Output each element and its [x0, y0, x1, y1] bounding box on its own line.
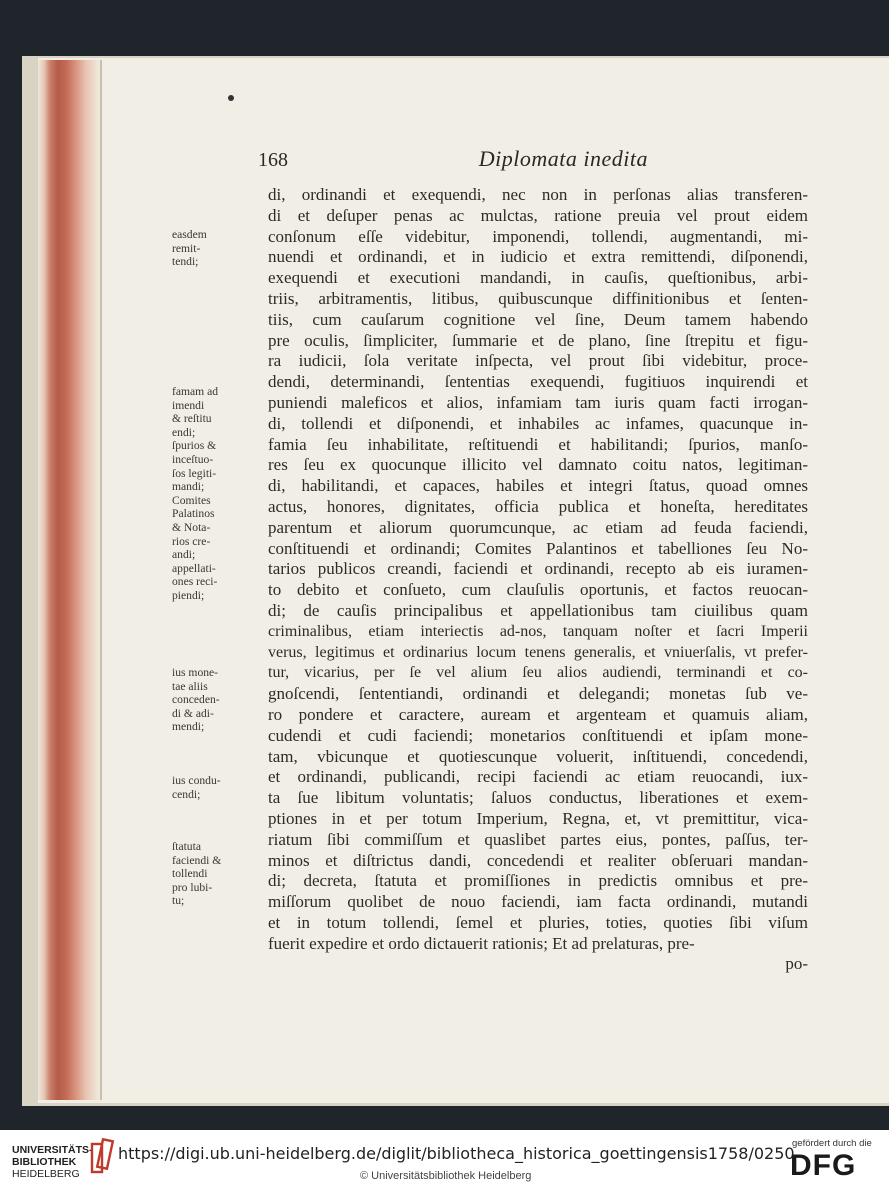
- text-line: ro pondere et caractere, auream et argenteam et quamuis aliam,: [268, 704, 808, 724]
- text-line: nuendi et ordinandi, et in iudicio et extra remittendi, diſponendi,: [268, 247, 808, 267]
- library-name-line: HEIDELBERG: [12, 1168, 80, 1180]
- marginal-note-line: Comites: [172, 493, 211, 507]
- marginal-note-line: mendi;: [172, 720, 205, 734]
- text-line: criminalibus, etiam interiectis ad-nos, tanquam noſter et ſacri Imperii: [268, 622, 808, 640]
- catchword: po-: [785, 954, 808, 974]
- marginal-note-line: tendi;: [172, 255, 199, 269]
- text-line: et in totum tollendi, ſemel et pluries, toties, quoties ſibi viſum: [268, 912, 808, 932]
- funder-label: gefördert durch die: [792, 1138, 872, 1149]
- text-line: di, ordinandi et exequendi, nec non in perſonas alias transferen-: [268, 185, 808, 204]
- marginal-note-line: tollendi: [172, 867, 208, 881]
- marginal-note-line: easdem: [172, 228, 207, 241]
- marginal-note-line: ones reci-: [172, 575, 218, 589]
- library-name-line: BIBLIOTHEK: [12, 1156, 77, 1168]
- marginal-note-line: andi;: [172, 548, 196, 562]
- viewer-footer: [0, 1130, 889, 1193]
- marginal-note-line: & reſtitu: [172, 412, 212, 426]
- running-head: [258, 146, 648, 174]
- text-line: dendi, determinandi, ſententias exequendi, fugitiuos inquirendi et: [268, 372, 808, 392]
- marginal-note-line: ius mone-: [172, 666, 219, 679]
- text-line: conſtituendi et ordinandi; Comites Palantinos et tabelliones ſeu No-: [268, 538, 808, 558]
- text-line: di; de cauſis principalibus et appellationibus tam ciuilibus quam: [268, 600, 808, 620]
- text-line: to debito et conſueto, cum clauſulis oportunis, et factos reuocan-: [268, 580, 808, 600]
- page-edge-line: [100, 60, 102, 1100]
- marginal-note-line: cendi;: [172, 787, 201, 801]
- text-line: verus, legitimus et ordinarius locum tenens generalis, et vniuerſalis, vt prefer-: [268, 643, 808, 661]
- text-line: ta ſue libitum voluntatis; ſaluos conductus, liberationes et exem-: [268, 788, 808, 808]
- text-line: parentum et aliorum quorumcunque, ac etiam ad feuda faciendi,: [268, 517, 808, 537]
- page-edge-gutter: [38, 60, 100, 1100]
- marginal-note-line: conceden-: [172, 693, 220, 707]
- text-line: di; decreta, ſtatuta et promiſſiones in predictis omnibus et pre-: [268, 871, 808, 891]
- marginal-note-line: imendi: [172, 398, 205, 412]
- dfg-logo[interactable]: DFG: [790, 1149, 857, 1182]
- marginal-note-line: & Nota-: [172, 520, 211, 534]
- marginal-note-line: inceſtuo-: [172, 452, 214, 466]
- marginal-note-line: faciendi &: [172, 853, 222, 867]
- text-line: di, tollendi et diſponendi, et inhabiles ac infames, quacunque in-: [268, 413, 808, 433]
- text-line: tur, vicarius, per ſe vel alium ſeu alios audiendi, terminandi et co-: [268, 664, 808, 682]
- text-line: tam, vbicunque et quotiescunque voluerit, inſtituendi, concedendi,: [268, 746, 808, 766]
- text-line: triis, arbitramentis, litibus, quibuscunque diffinitionibus et ſenten-: [268, 288, 808, 308]
- text-line: miſſorum quolibet de nouo faciendi, iam facta ordinandi, mutandi: [268, 892, 808, 912]
- marginal-note-line: mandi;: [172, 480, 205, 494]
- text-line: famia ſeu inhabilitate, reſtituendi et habilitandi; ſpurios, manſo-: [268, 434, 808, 454]
- marginal-note-line: remit-: [172, 241, 201, 255]
- marginal-note-line: appellati-: [172, 561, 216, 575]
- text-line: minos et diſtrictus dandi, concedendi et realiter obſeruari mandan-: [268, 850, 808, 870]
- text-line: ra iudicii, ſola veritate inſpecta, vel prout ſibi videbitur, proce-: [268, 351, 808, 371]
- running-title: Diplomata inedita: [478, 146, 648, 171]
- text-line: fuerit expedire et ordo dictauerit rationis; Et ad prelaturas, pre-: [268, 933, 695, 953]
- text-line: cudendi et cudi faciendi; monetarios conſtituendi et ipſam mone-: [268, 725, 808, 745]
- marginal-note: [172, 666, 264, 734]
- text-line: et ordinandi, publicandi, recipi faciendi ac etiam reuocandi, iux-: [268, 767, 808, 787]
- marginal-note-line: tae aliis: [172, 679, 208, 693]
- marginal-note: [172, 774, 264, 801]
- text-line: ptiones in et per totum Imperium, Regna, et, vt premittitur, vica-: [268, 808, 808, 828]
- library-name-line: UNIVERSITÄTS-: [12, 1144, 93, 1156]
- text-line: conſonum eſſe videbitur, imponendi, tollendi, augmentandi, mi-: [268, 226, 808, 246]
- marginal-note: [172, 385, 264, 603]
- marginal-note: [172, 840, 264, 908]
- text-line: puniendi maleficos et alios, infamiam tam iuris quam facti irrogan-: [268, 392, 808, 412]
- marginal-note-line: tu;: [172, 894, 185, 908]
- marginal-note-line: Palatinos: [172, 507, 215, 521]
- permalink-url[interactable]: https://digi.ub.uni-heidelberg.de/diglit/bibliotheca_historica_goettingensis1758/0250: [118, 1144, 795, 1163]
- ink-spot: [228, 95, 234, 101]
- copyright-text: © Universitätsbibliothek Heidelberg: [360, 1170, 532, 1182]
- marginal-note-line: di & adi-: [172, 706, 214, 720]
- text-line: pre oculis, ſimpliciter, ſummarie et de plano, ſine ſtrepitu et figu-: [268, 330, 808, 350]
- marginal-note-line: ſtatuta: [172, 840, 201, 853]
- body-text: [268, 185, 808, 975]
- marginal-note-line: ſos legiti-: [172, 466, 217, 480]
- text-line: di et deſuper penas ac mulctas, ratione preuia vel prout eidem: [268, 205, 808, 225]
- text-line: riatum ſibi commiſſum et quaslibet partes eius, pontes, paſſus, ter-: [268, 829, 808, 849]
- marginal-note-line: rios cre-: [172, 534, 211, 548]
- marginal-note-line: famam ad: [172, 385, 219, 398]
- marginal-note-line: ius condu-: [172, 774, 221, 787]
- marginal-note: [172, 228, 264, 269]
- text-line: exequendi et executioni mandandi, in cauſis, queſtionibus, arbi-: [268, 268, 808, 288]
- marginal-note-line: piendi;: [172, 588, 205, 602]
- text-line: actus, honores, dignitates, officia publica et honeſta, hereditates: [268, 496, 808, 516]
- text-line: tarios publicos creandi, faciendi et ordinandi, recepto ab eis iuramen-: [268, 559, 808, 579]
- marginal-note-line: pro lubi-: [172, 880, 213, 894]
- text-line: gnoſcendi, ſententiandi, ordinandi et delegandi; monetas ſub ve-: [268, 684, 808, 704]
- text-line: di, habilitandi, et capaces, habiles et integri ſtatus, quoad omnes: [268, 476, 808, 496]
- text-line: tiis, cum cauſarum cognitione vel ſine, Deum tamem habendo: [268, 309, 808, 329]
- marginal-note-line: endi;: [172, 425, 196, 439]
- page-number: 168: [258, 149, 288, 171]
- text-line: res ſeu ex quocunque illicito vel damnato coitu natos, legitiman-: [268, 455, 808, 475]
- library-emblem-icon: [88, 1138, 120, 1178]
- marginal-note-line: ſpurios &: [172, 439, 217, 453]
